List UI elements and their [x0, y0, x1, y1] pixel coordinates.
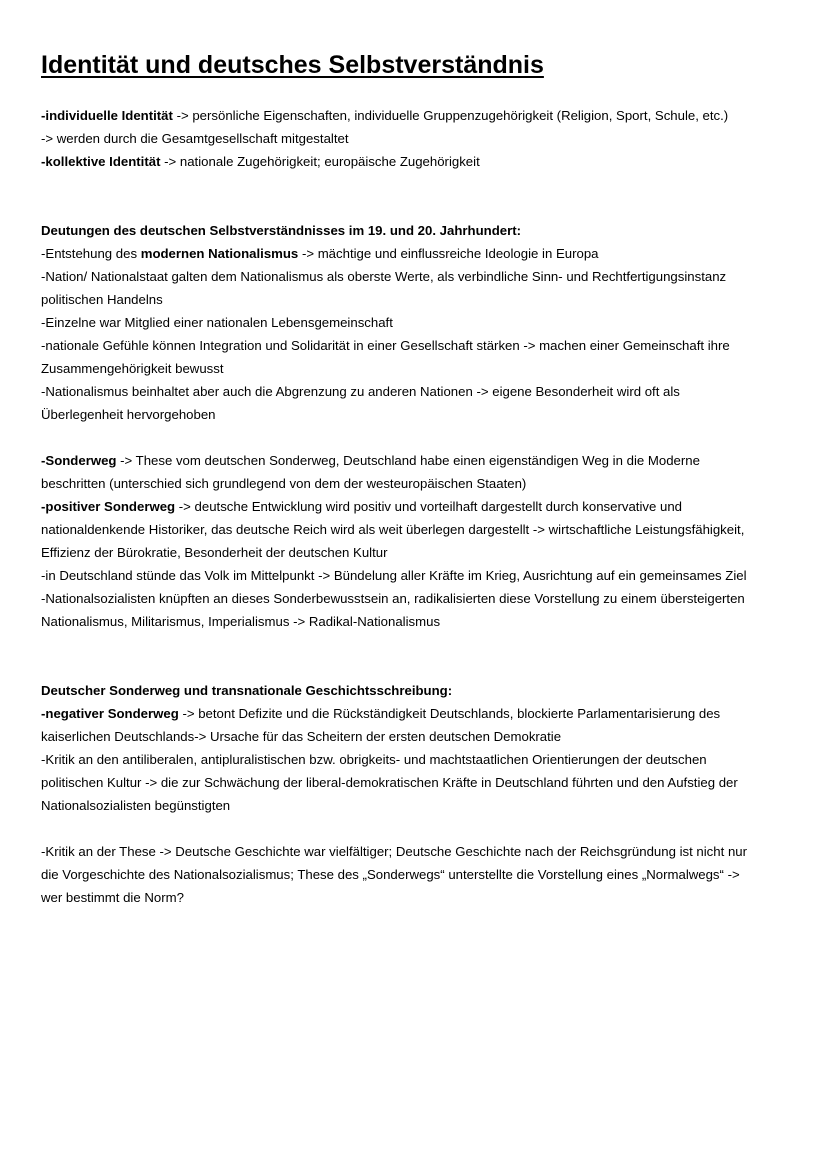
intro-line-society: -> werden durch die Gesamtgesellschaft mitgestaltet	[41, 131, 349, 146]
paragraph-line: -Einzelne war Mitglied einer nationalen Lebensgemeinschaft	[41, 315, 393, 330]
term-negative-sonderweg: -negativer Sonderweg	[41, 706, 179, 721]
line-text: -> betont Defizite und die Rückständigkeit Deutschlands, blockierte Parlamentarisierung des	[178, 706, 721, 721]
paragraph-line: politischen Handelns	[41, 292, 163, 307]
section-heading-transnational: Deutscher Sonderweg und transnationale Geschichtsschreibung:	[41, 683, 453, 698]
intro-line-individual-identity	[41, 104, 786, 127]
paragraph-line: -Kritik an der These -> Deutsche Geschichte war vielfältiger; Deutsche Geschichte nach der Reichsgründung ist nicht nur	[41, 844, 748, 859]
intro-block	[41, 104, 786, 173]
paragraph-line: -Kritik an den antiliberalen, antipluralistischen bzw. obrigkeits- und machtstaatlichen Orientierungen der deutschen	[41, 752, 707, 767]
paragraph-line: wer bestimmt die Norm?	[41, 890, 184, 905]
paragraph-line: die Vorgeschichte des Nationalsozialismus; These des „Sonderwegs“ unterstellte die Vorstellung eines „Normalwegs“ ->	[41, 867, 740, 882]
paragraph-line: beschritten (unterschied sich grundlegend von dem der westeuropäischen Staaten)	[41, 476, 527, 491]
term-collective-identity: kollektive Identität	[45, 154, 161, 169]
section-interpretations	[41, 219, 786, 426]
dash: -	[41, 154, 46, 169]
paragraph-line	[41, 449, 786, 472]
paragraph-line	[41, 242, 786, 265]
line-text: -Entstehung des	[41, 246, 141, 261]
page-title: Identität und deutsches Selbstverständnis	[41, 51, 544, 79]
paragraph-line: Nationalsozialisten begünstigten	[41, 798, 231, 813]
paragraph-line: Effizienz der Bürokratie, Besonderheit der deutschen Kultur	[41, 545, 388, 560]
line-text: -> These vom deutschen Sonderweg, Deutschland habe einen eigenständigen Weg in die Moderne	[116, 453, 700, 468]
section-critique	[41, 840, 786, 909]
intro-line-text: -> nationale Zugehörigkeit; europäische Zugehörigkeit	[160, 154, 480, 169]
paragraph-line: -Nation/ Nationalstaat galten dem Nationalismus als oberste Werte, als verbindliche Sinn- und Rechtfertigungsinstanz	[41, 269, 727, 284]
term-modern-nationalism: modernen Nationalismus	[140, 246, 299, 261]
paragraph-line: -nationale Gefühle können Integration und Solidarität in einer Gesellschaft stärken -> machen einer Gemeinschaft ihre	[41, 338, 730, 353]
section-sonderweg	[41, 449, 786, 633]
paragraph-line: -Nationalismus beinhaltet aber auch die Abgrenzung zu anderen Nationen -> eigene Besonderheit wird oft als	[41, 384, 680, 399]
term-positive-sonderweg: -positiver Sonderweg	[41, 499, 176, 514]
line-text: -> deutsche Entwicklung wird positiv und vorteilhaft dargestellt durch konservative und	[175, 499, 682, 514]
paragraph-line: -Nationalsozialisten knüpften an dieses Sonderbewusstsein an, radikalisierten diese Vorstellung zu einem übersteigerten	[41, 591, 745, 606]
term-sonderweg: -Sonderweg	[41, 453, 117, 468]
paragraph-line	[41, 495, 786, 518]
term-individual-identity: individuelle Identität	[45, 108, 173, 123]
paragraph-line: Zusammengehörigkeit bewusst	[41, 361, 224, 376]
paragraph-line: -in Deutschland stünde das Volk im Mittelpunkt -> Bündelung aller Kräfte im Krieg, Ausrichtung auf ein gemeinsames Ziel	[41, 568, 747, 583]
intro-line-collective-identity	[41, 150, 786, 173]
section-transnational	[41, 679, 786, 817]
paragraph-line: Überlegenheit hervorgehoben	[41, 407, 216, 422]
paragraph-line	[41, 702, 786, 725]
paragraph-line: nationaldenkende Historiker, das deutsche Reich wird als weit überlegen dargestellt -> wirtschaftliche Leistungsfähigkeit,	[41, 522, 745, 537]
section-heading-interpretations: Deutungen des deutschen Selbstverständnisses im 19. und 20. Jahrhundert:	[41, 223, 521, 238]
dash: -	[41, 108, 46, 123]
paragraph-line: politischen Kultur -> die zur Schwächung der liberal-demokratischen Kräfte in Deutschland führten und den Aufstieg der	[41, 775, 738, 790]
paragraph-line: kaiserlichen Deutschlands-> Ursache für das Scheitern der ersten deutschen Demokratie	[41, 729, 562, 744]
line-text: -> mächtige und einflussreiche Ideologie in Europa	[298, 246, 599, 261]
document-page	[41, 48, 786, 909]
paragraph-line: Nationalismus, Militarismus, Imperialismus -> Radikal-Nationalismus	[41, 614, 441, 629]
intro-line-text: -> persönliche Eigenschaften, individuelle Gruppenzugehörigkeit (Religion, Sport, Schule, etc.)	[172, 108, 729, 123]
